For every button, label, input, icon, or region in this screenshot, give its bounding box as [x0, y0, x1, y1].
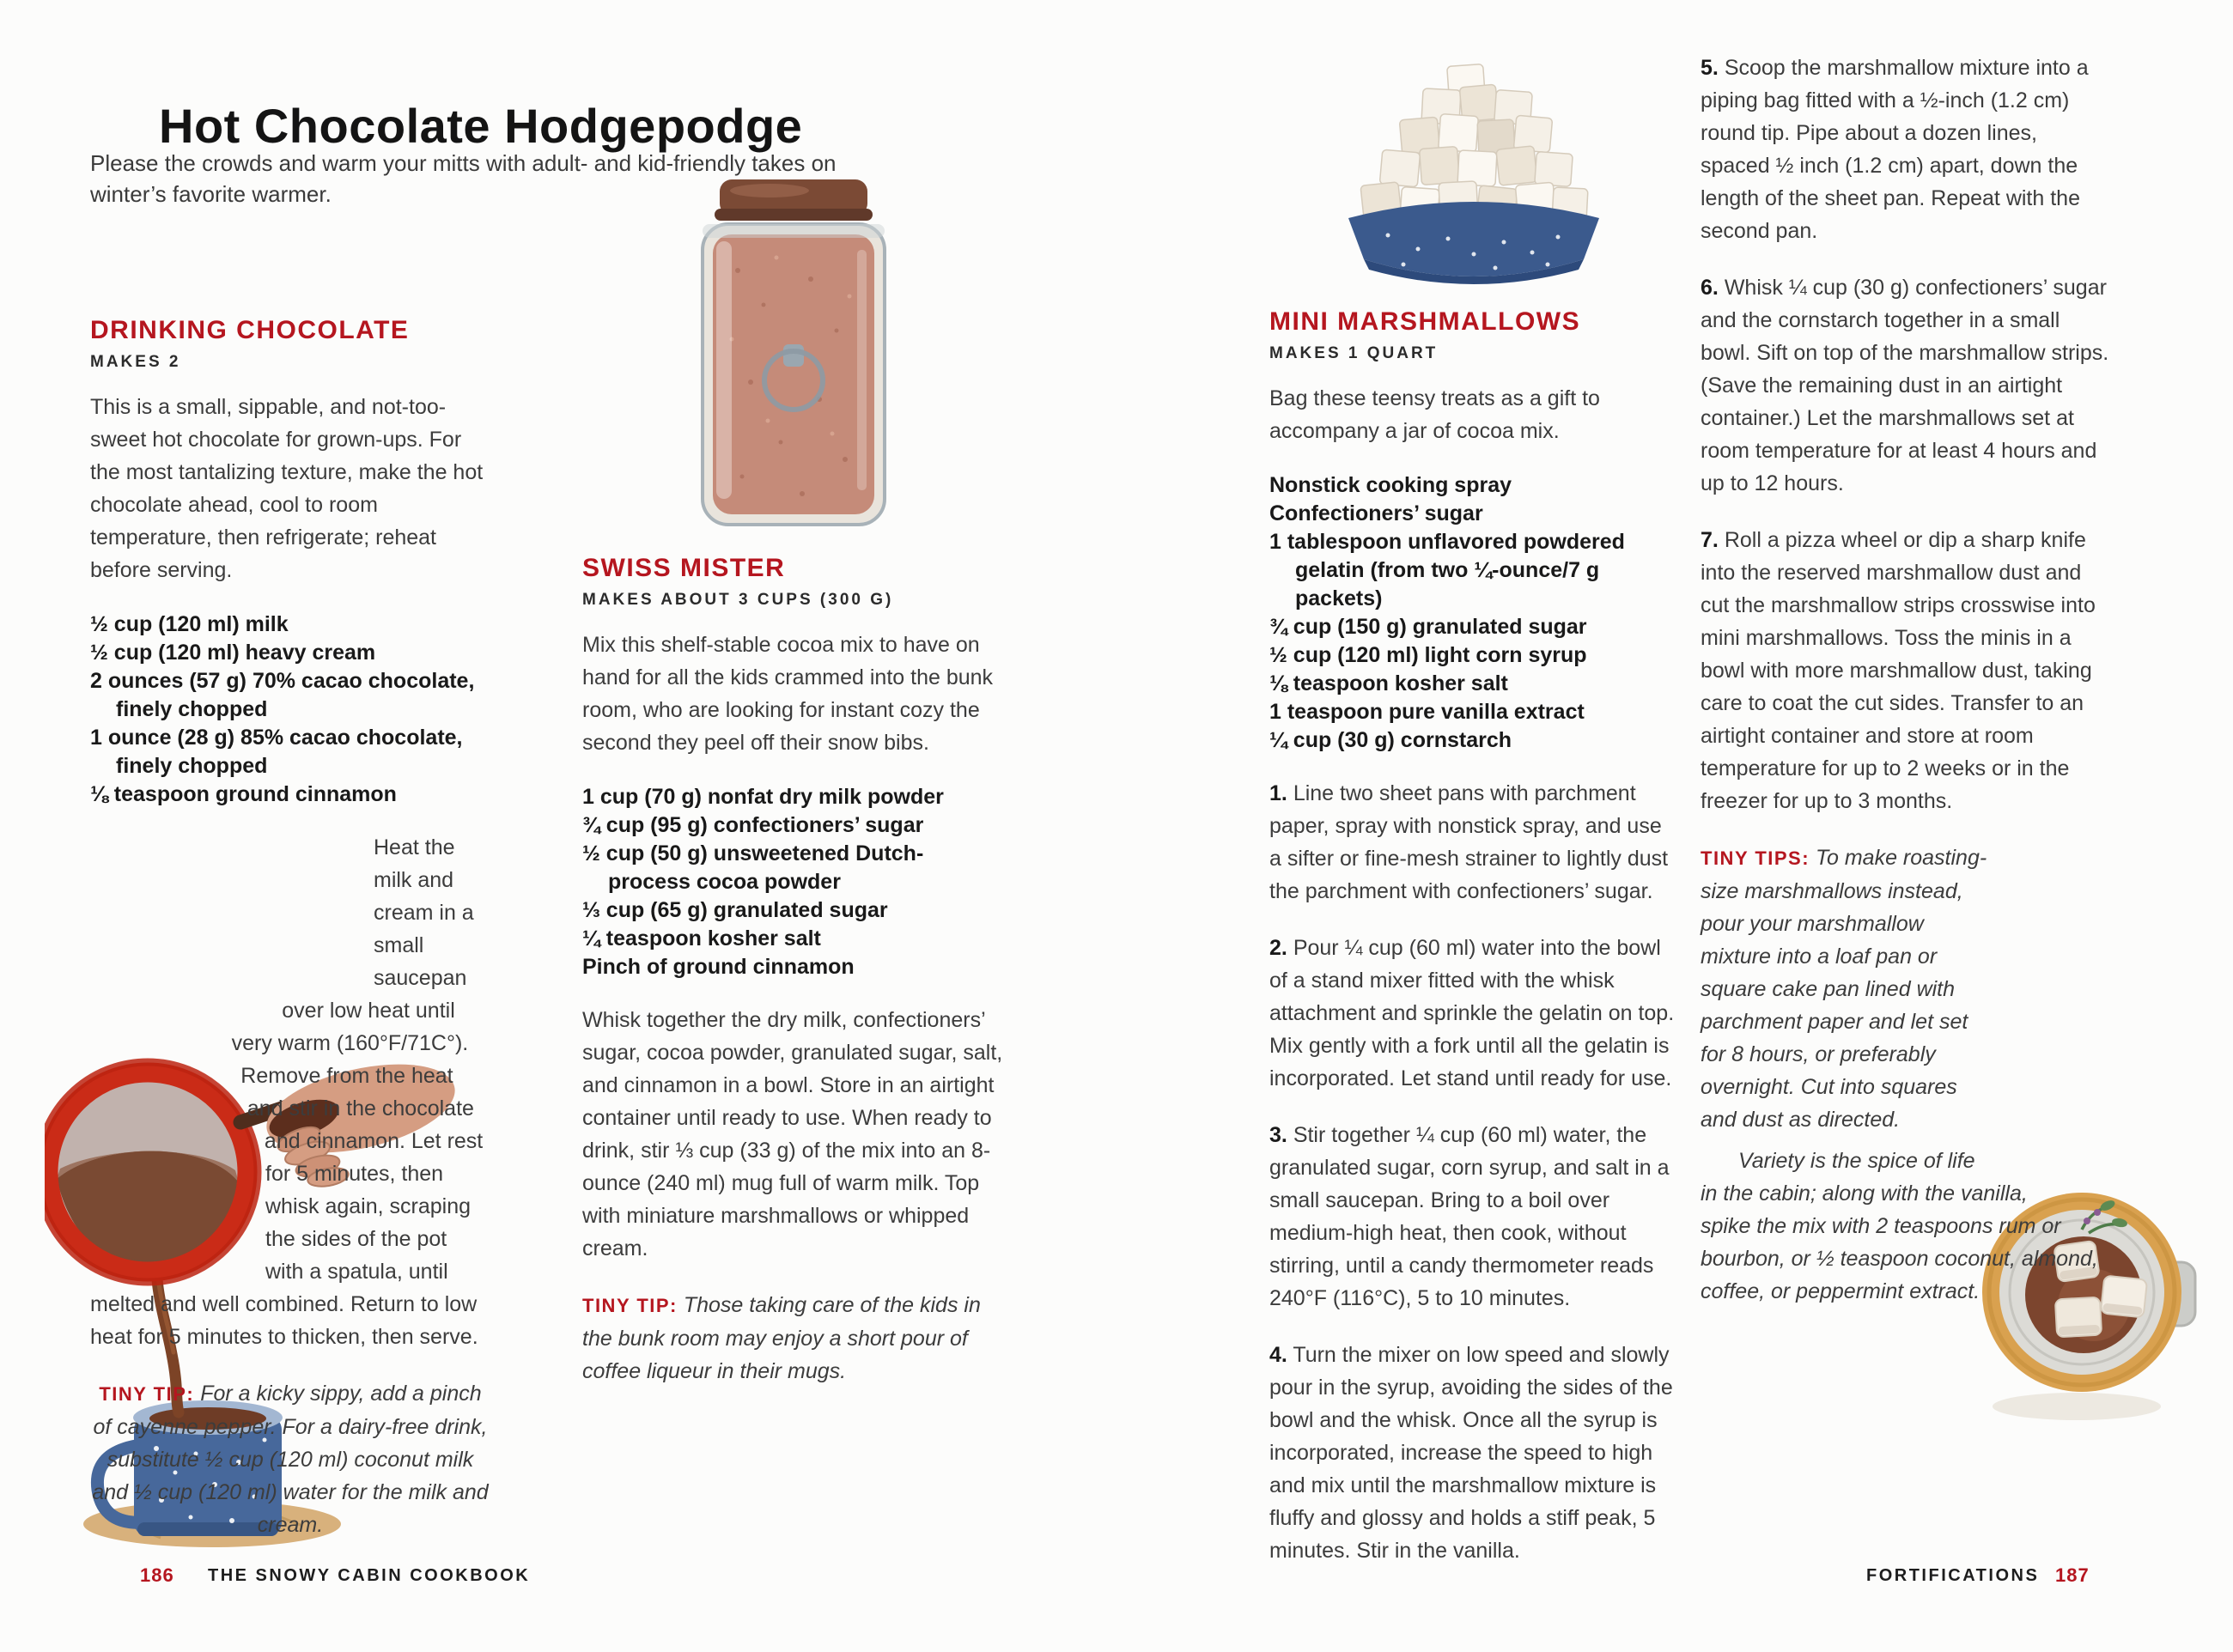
recipe-yield: MAKES ABOUT 3 CUPS (300 G) — [582, 591, 894, 609]
ingredient: ½ cup (120 ml) milk — [90, 612, 289, 636]
tiny-tips-label: TINY TIPS: — [1701, 847, 1810, 869]
tiny-tips-variety: Variety is the spice of life in the cabin; along with the vanilla, spike the mix with 2 teaspoons rum or bourbon, or ½ teaspoon coconut, almond, coffee, or peppermint extract. — [1701, 1149, 2098, 1303]
ingredient: ⅛ teaspoon ground cinnamon — [90, 782, 397, 806]
recipe-yield: MAKES 2 — [90, 353, 181, 371]
recipe-intro: This is a small, sippable, and not-too-sweet hot chocolate for grown-ups. For the most tantalizing texture, make the hot chocolate ahead, cool to room temperature, then refrigerate; reheat before serving. — [90, 395, 484, 582]
ingredient: ½ cup (120 ml) heavy cream — [90, 641, 376, 665]
recipe-title-drinking-chocolate: DRINKING CHOCOLATE — [90, 316, 410, 344]
ingredient: Pinch of ground cinnamon — [582, 955, 855, 979]
ingredient: Confectioners’ sugar — [1269, 501, 1483, 525]
running-footer-book-title: THE SNOWY CABIN COOKBOOK — [208, 1566, 531, 1585]
recipe-step: 6. Whisk ¼ cup (30 g) confectioners’ sugar and the cornstarch together in a small bowl. Sift on top of the marshmallow strips. (Save the remaining dust in an airtight container.) Let the marshmallows set at room temperature for at least 4 hours and up to 12 hours. — [1701, 276, 2109, 495]
recipe-title-swiss-mister: SWISS MISTER — [582, 554, 786, 582]
ingredient-list — [582, 783, 1005, 981]
recipe-drinking-chocolate — [90, 316, 490, 1550]
page-number-right: 187 — [2055, 1564, 2090, 1586]
recipe-step: 4. Turn the mixer on low speed and slowly pour in the syrup, avoiding the sides of the bowl and the whisk. Once all the syrup is incorporated, increase the speed to high and mix until the marshmallow mixture is fluffy and glossy and holds a stiff peak, 5 minutes. Stir in the vanilla. — [1269, 1343, 1673, 1563]
ingredient-list — [90, 610, 490, 809]
ingredient: ¾ cup (150 g) granulated sugar — [1269, 615, 1587, 639]
ingredient: 1 tablespoon unflavored powdered gelatin (from two ¼-ounce/7 g packets) — [1269, 530, 1625, 610]
ingredient: ⅓ cup (65 g) granulated sugar — [582, 898, 888, 922]
ingredient: ¾ cup (95 g) confectioners’ sugar — [582, 813, 924, 837]
tiny-tip-label: TINY TIP: — [582, 1295, 678, 1316]
recipe-swiss-mister — [582, 176, 1005, 1396]
recipe-yield: MAKES 1 QUART — [1269, 344, 1439, 362]
recipe-instructions: Heat the milk and cream in a small saucepan over low heat until very warm (160°F/71C°). Remove from the heat and stir in the chocolate and cinnamon. Let rest for 5 minutes, then whisk again, scraping the sides of the pot with a spatula, until melted and well combined. Return to low heat for 5 minutes to thicken, then serve. — [90, 831, 490, 1353]
recipe-instructions: Whisk together the dry milk, confectioners’ sugar, cocoa powder, granulated sugar, salt, and cinnamon in a bowl. Store in an airtight container until ready to use. When ready to drink, stir ⅓ cup (33 g) of the mix into an 8-ounce (240 ml) mug full of warm milk. Top with miniature marshmallows or whipped cream. — [582, 1008, 1003, 1260]
ingredient: 1 cup (70 g) nonfat dry milk powder — [582, 785, 944, 809]
text-wrap-spacer — [1980, 923, 2109, 1189]
ingredient: 1 teaspoon pure vanilla extract — [1269, 700, 1585, 724]
running-footer-section: FORTIFICATIONS — [1866, 1566, 2040, 1585]
tiny-tip: TINY TIP: For a kicky sippy, add a pinch of cayenne pepper. For a dairy-free drink, substitute ½ cup (120 ml) coconut milk and ½ cup (120 ml) water for the milk and cream. — [92, 1382, 489, 1537]
ingredient: 2 ounces (57 g) 70% cacao chocolate, finely chopped — [90, 669, 475, 721]
recipe-intro: Mix this shelf-stable cocoa mix to have on hand for all the kids crammed into the bunk room, who are looking for instant cozy the second they peel off their snow bibs. — [582, 633, 994, 755]
ingredient: Nonstick cooking spray — [1269, 473, 1512, 497]
recipe-step: 7. Roll a pizza wheel or dip a sharp knife into the reserved marshmallow dust and cut the marshmallow strips crosswise into mini marshmallows. Toss the minis in a bowl with more marshmallow dust, taking care to coat the cut sides. Transfer to an airtight container and store at room temperature for up to 2 weeks or in the freezer for up to 3 months. — [1701, 528, 2096, 813]
tiny-tips-block — [1701, 841, 2109, 1308]
tiny-tips: TINY TIPS: To make roasting-size marshmallows instead, pour your marshmallow mixture into a loaf pan or square cake pan lined with parchment paper and let set for 8 hours, or preferably overnight. Cut into squares and dust as directed. — [1701, 846, 1987, 1132]
recipe-step: 3. Stir together ¼ cup (60 ml) water, the granulated sugar, corn syrup, and salt in a small saucepan. Bring to a boil over medium-high heat, then cook, without stirring, until a candy thermometer reads 240°F (116°C), 5 to 10 minutes. — [1269, 1123, 1670, 1310]
ingredient: ¼ cup (30 g) cornstarch — [1269, 728, 1512, 752]
cocoa-jar-illustration — [691, 176, 897, 531]
page-title: Hot Chocolate Hodgepodge — [159, 98, 803, 153]
ingredient: ½ cup (50 g) unsweetened Dutch-process cocoa powder — [582, 841, 924, 894]
ingredient: ¼ teaspoon kosher salt — [582, 926, 821, 951]
ingredient-list — [1269, 471, 1678, 755]
ingredient: ⅛ teaspoon kosher salt — [1269, 671, 1508, 695]
recipe-step: 1. Line two sheet pans with parchment paper, spray with nonstick spray, and use a sifter or fine-mesh strainer to lightly dust the parchment with confectioners’ sugar. — [1269, 781, 1669, 903]
recipe-step: 2. Pour ¼ cup (60 ml) water into the bowl of a stand mixer fitted with the whisk attachment and sprinkle the gelatin on top. Mix gently with a fork until all the gelatin is incorporated. Let stand until ready for use. — [1269, 936, 1675, 1090]
recipe-step: 5. Scoop the marshmallow mixture into a piping bag fitted with a ½-inch (1.2 cm) round tip. Pipe about a dozen lines, spaced ½ inch (1.2 cm) apart, down the length of the sheet pan. Repeat with the second pan. — [1701, 56, 2089, 243]
recipe-title-mini-marshmallows: MINI MARSHMALLOWS — [1269, 307, 1581, 336]
tiny-tip-label: TINY TIP: — [99, 1383, 195, 1405]
marshmallow-bowl-illustration — [1336, 55, 1611, 285]
page-number-left: 186 — [140, 1564, 174, 1586]
tiny-tip: TINY TIP: Those taking care of the kids in the bunk room may enjoy a short pour of coffee liqueur in their mugs. — [582, 1293, 981, 1383]
spread-intro: Please the crowds and warm your mitts with adult- and kid-friendly takes on winter’s favorite warmer. — [90, 150, 837, 207]
recipe-intro: Bag these teensy treats as a gift to accompany a jar of cocoa mix. — [1269, 386, 1600, 443]
recipe-mini-marshmallows — [1269, 52, 2109, 1602]
ingredient: 1 ounce (28 g) 85% cacao chocolate, finely chopped — [90, 726, 463, 778]
ingredient: ½ cup (120 ml) light corn syrup — [1269, 643, 1587, 667]
